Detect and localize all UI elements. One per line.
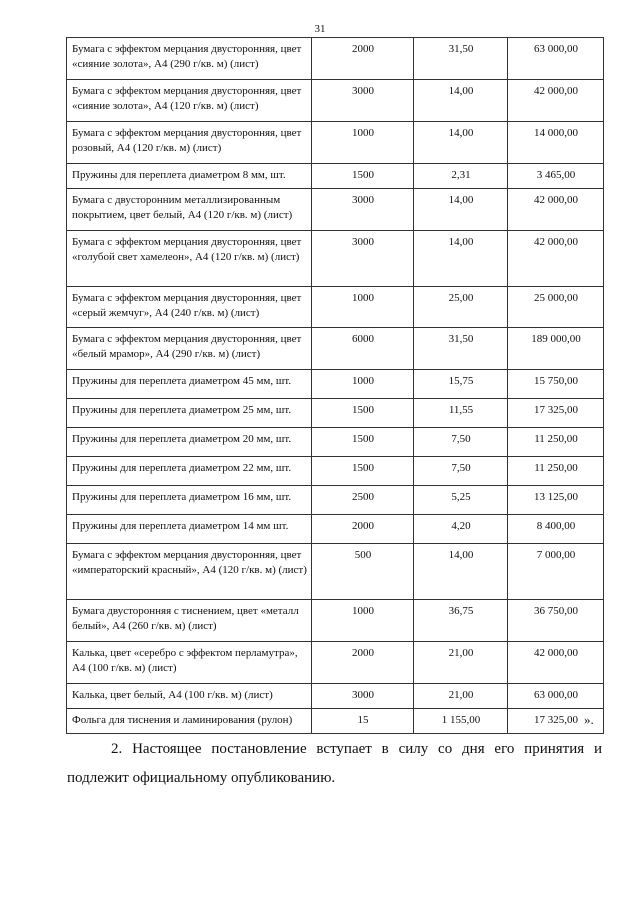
table-row (67, 457, 604, 486)
item-total-cell: 36 750,00 (508, 600, 604, 642)
item-price-cell: 21,00 (414, 684, 508, 709)
table-row (67, 544, 604, 600)
table-row (67, 122, 604, 164)
item-name-cell: Калька, цвет «серебро с эффектом перламутра», А4 (100 г/кв. м) (лист) (67, 642, 312, 684)
item-quantity-cell: 3000 (312, 189, 414, 231)
item-quantity-cell: 1000 (312, 122, 414, 164)
item-quantity-cell: 6000 (312, 328, 414, 370)
item-total-cell: 3 465,00 (508, 164, 604, 189)
table-row (67, 370, 604, 399)
item-price-cell: 36,75 (414, 600, 508, 642)
item-price-cell: 14,00 (414, 80, 508, 122)
item-total-cell: 42 000,00 (508, 189, 604, 231)
item-price-cell: 7,50 (414, 428, 508, 457)
item-price-cell: 21,00 (414, 642, 508, 684)
item-total-cell: 7 000,00 (508, 544, 604, 600)
item-name-cell: Бумага с эффектом мерцания двусторонняя, цвет «сияние золота», А4 (120 г/кв. м) (лист) (67, 80, 312, 122)
item-total-cell: 11 250,00 (508, 457, 604, 486)
page-number: 31 (314, 23, 326, 35)
item-price-cell: 31,50 (414, 38, 508, 80)
item-name-cell: Бумага с эффектом мерцания двусторонняя, цвет розовый, А4 (120 г/кв. м) (лист) (67, 122, 312, 164)
item-name-cell: Пружины для переплета диаметром 14 мм шт. (67, 515, 312, 544)
table-row (67, 287, 604, 328)
item-name-cell: Бумага с эффектом мерцания двусторонняя, цвет «императорский красный», А4 (120 г/кв. м) (лист) (67, 544, 312, 600)
item-name-cell: Бумага с эффектом мерцания двусторонняя, цвет «серый жемчуг», А4 (240 г/кв. м) (лист) (67, 287, 312, 328)
item-quantity-cell: 1000 (312, 370, 414, 399)
item-price-cell: 11,55 (414, 399, 508, 428)
items-table-body (67, 38, 604, 734)
item-price-cell: 14,00 (414, 122, 508, 164)
item-name-cell: Пружины для переплета диаметром 45 мм, шт. (67, 370, 312, 399)
table-row (67, 709, 604, 734)
table-row (67, 428, 604, 457)
item-total-cell: 63 000,00 (508, 684, 604, 709)
table-row (67, 600, 604, 642)
table-row (67, 231, 604, 287)
item-name-cell: Фольга для тиснения и ламинирования (рулон) (67, 709, 312, 734)
item-total-cell: 17 325,00 (508, 709, 604, 734)
item-price-cell: 7,50 (414, 457, 508, 486)
item-quantity-cell: 1000 (312, 287, 414, 328)
decree-paragraph: 2. Настоящее постановление вступает в силу со дня его принятия и подлежит официальному опубликованию. (67, 741, 602, 786)
item-name-cell: Пружины для переплета диаметром 25 мм, шт. (67, 399, 312, 428)
item-quantity-cell: 1500 (312, 399, 414, 428)
item-price-cell: 15,75 (414, 370, 508, 399)
item-total-cell: 15 750,00 (508, 370, 604, 399)
item-price-cell: 14,00 (414, 544, 508, 600)
items-table (66, 37, 604, 734)
item-name-cell: Пружины для переплета диаметром 16 мм, шт. (67, 486, 312, 515)
item-quantity-cell: 2000 (312, 38, 414, 80)
item-total-cell: 189 000,00 (508, 328, 604, 370)
item-total-cell: 42 000,00 (508, 642, 604, 684)
item-total-cell: 25 000,00 (508, 287, 604, 328)
item-price-cell: 25,00 (414, 287, 508, 328)
item-name-cell: Пружины для переплета диаметром 8 мм, шт. (67, 164, 312, 189)
item-total-cell: 17 325,00 (508, 399, 604, 428)
item-price-cell: 2,31 (414, 164, 508, 189)
item-quantity-cell: 500 (312, 544, 414, 600)
item-quantity-cell: 3000 (312, 231, 414, 287)
item-price-cell: 14,00 (414, 231, 508, 287)
item-name-cell: Бумага с эффектом мерцания двусторонняя, цвет «белый мрамор», А4 (290 г/кв. м) (лист) (67, 328, 312, 370)
item-name-cell: Бумага с двусторонним металлизированным покрытием, цвет белый, А4 (120 г/кв. м) (лист) (67, 189, 312, 231)
table-row (67, 399, 604, 428)
item-price-cell: 5,25 (414, 486, 508, 515)
table-row (67, 189, 604, 231)
item-price-cell: 4,20 (414, 515, 508, 544)
item-quantity-cell: 2000 (312, 642, 414, 684)
item-total-cell: 42 000,00 (508, 231, 604, 287)
table-row (67, 328, 604, 370)
item-name-cell: Пружины для переплета диаметром 20 мм, шт. (67, 428, 312, 457)
item-quantity-cell: 1500 (312, 164, 414, 189)
item-total-cell: 63 000,00 (508, 38, 604, 80)
item-price-cell: 1 155,00 (414, 709, 508, 734)
item-name-cell: Калька, цвет белый, А4 (100 г/кв. м) (лист) (67, 684, 312, 709)
item-total-cell: 8 400,00 (508, 515, 604, 544)
item-quantity-cell: 3000 (312, 684, 414, 709)
item-quantity-cell: 1000 (312, 600, 414, 642)
item-quantity-cell: 15 (312, 709, 414, 734)
table-row (67, 486, 604, 515)
item-total-cell: 42 000,00 (508, 80, 604, 122)
item-price-cell: 14,00 (414, 189, 508, 231)
table-row (67, 164, 604, 189)
item-quantity-cell: 1500 (312, 428, 414, 457)
closing-quote: ». (584, 712, 594, 727)
item-total-cell: 14 000,00 (508, 122, 604, 164)
table-row (67, 38, 604, 80)
item-price-cell: 31,50 (414, 328, 508, 370)
item-name-cell: Бумага с эффектом мерцания двусторонняя, цвет «голубой свет хамелеон», А4 (120 г/кв. м) (лист) (67, 231, 312, 287)
table-row (67, 515, 604, 544)
item-name-cell: Бумага двусторонняя с тиснением, цвет «металл белый», А4 (260 г/кв. м) (лист) (67, 600, 312, 642)
item-quantity-cell: 2500 (312, 486, 414, 515)
item-total-cell: 11 250,00 (508, 428, 604, 457)
item-quantity-cell: 2000 (312, 515, 414, 544)
table-row (67, 80, 604, 122)
item-total-cell: 13 125,00 (508, 486, 604, 515)
table-row (67, 684, 604, 709)
item-name-cell: Бумага с эффектом мерцания двусторонняя, цвет «сияние золота», А4 (290 г/кв. м) (лист) (67, 38, 312, 80)
item-name-cell: Пружины для переплета диаметром 22 мм, шт. (67, 457, 312, 486)
item-quantity-cell: 1500 (312, 457, 414, 486)
item-quantity-cell: 3000 (312, 80, 414, 122)
table-row (67, 642, 604, 684)
